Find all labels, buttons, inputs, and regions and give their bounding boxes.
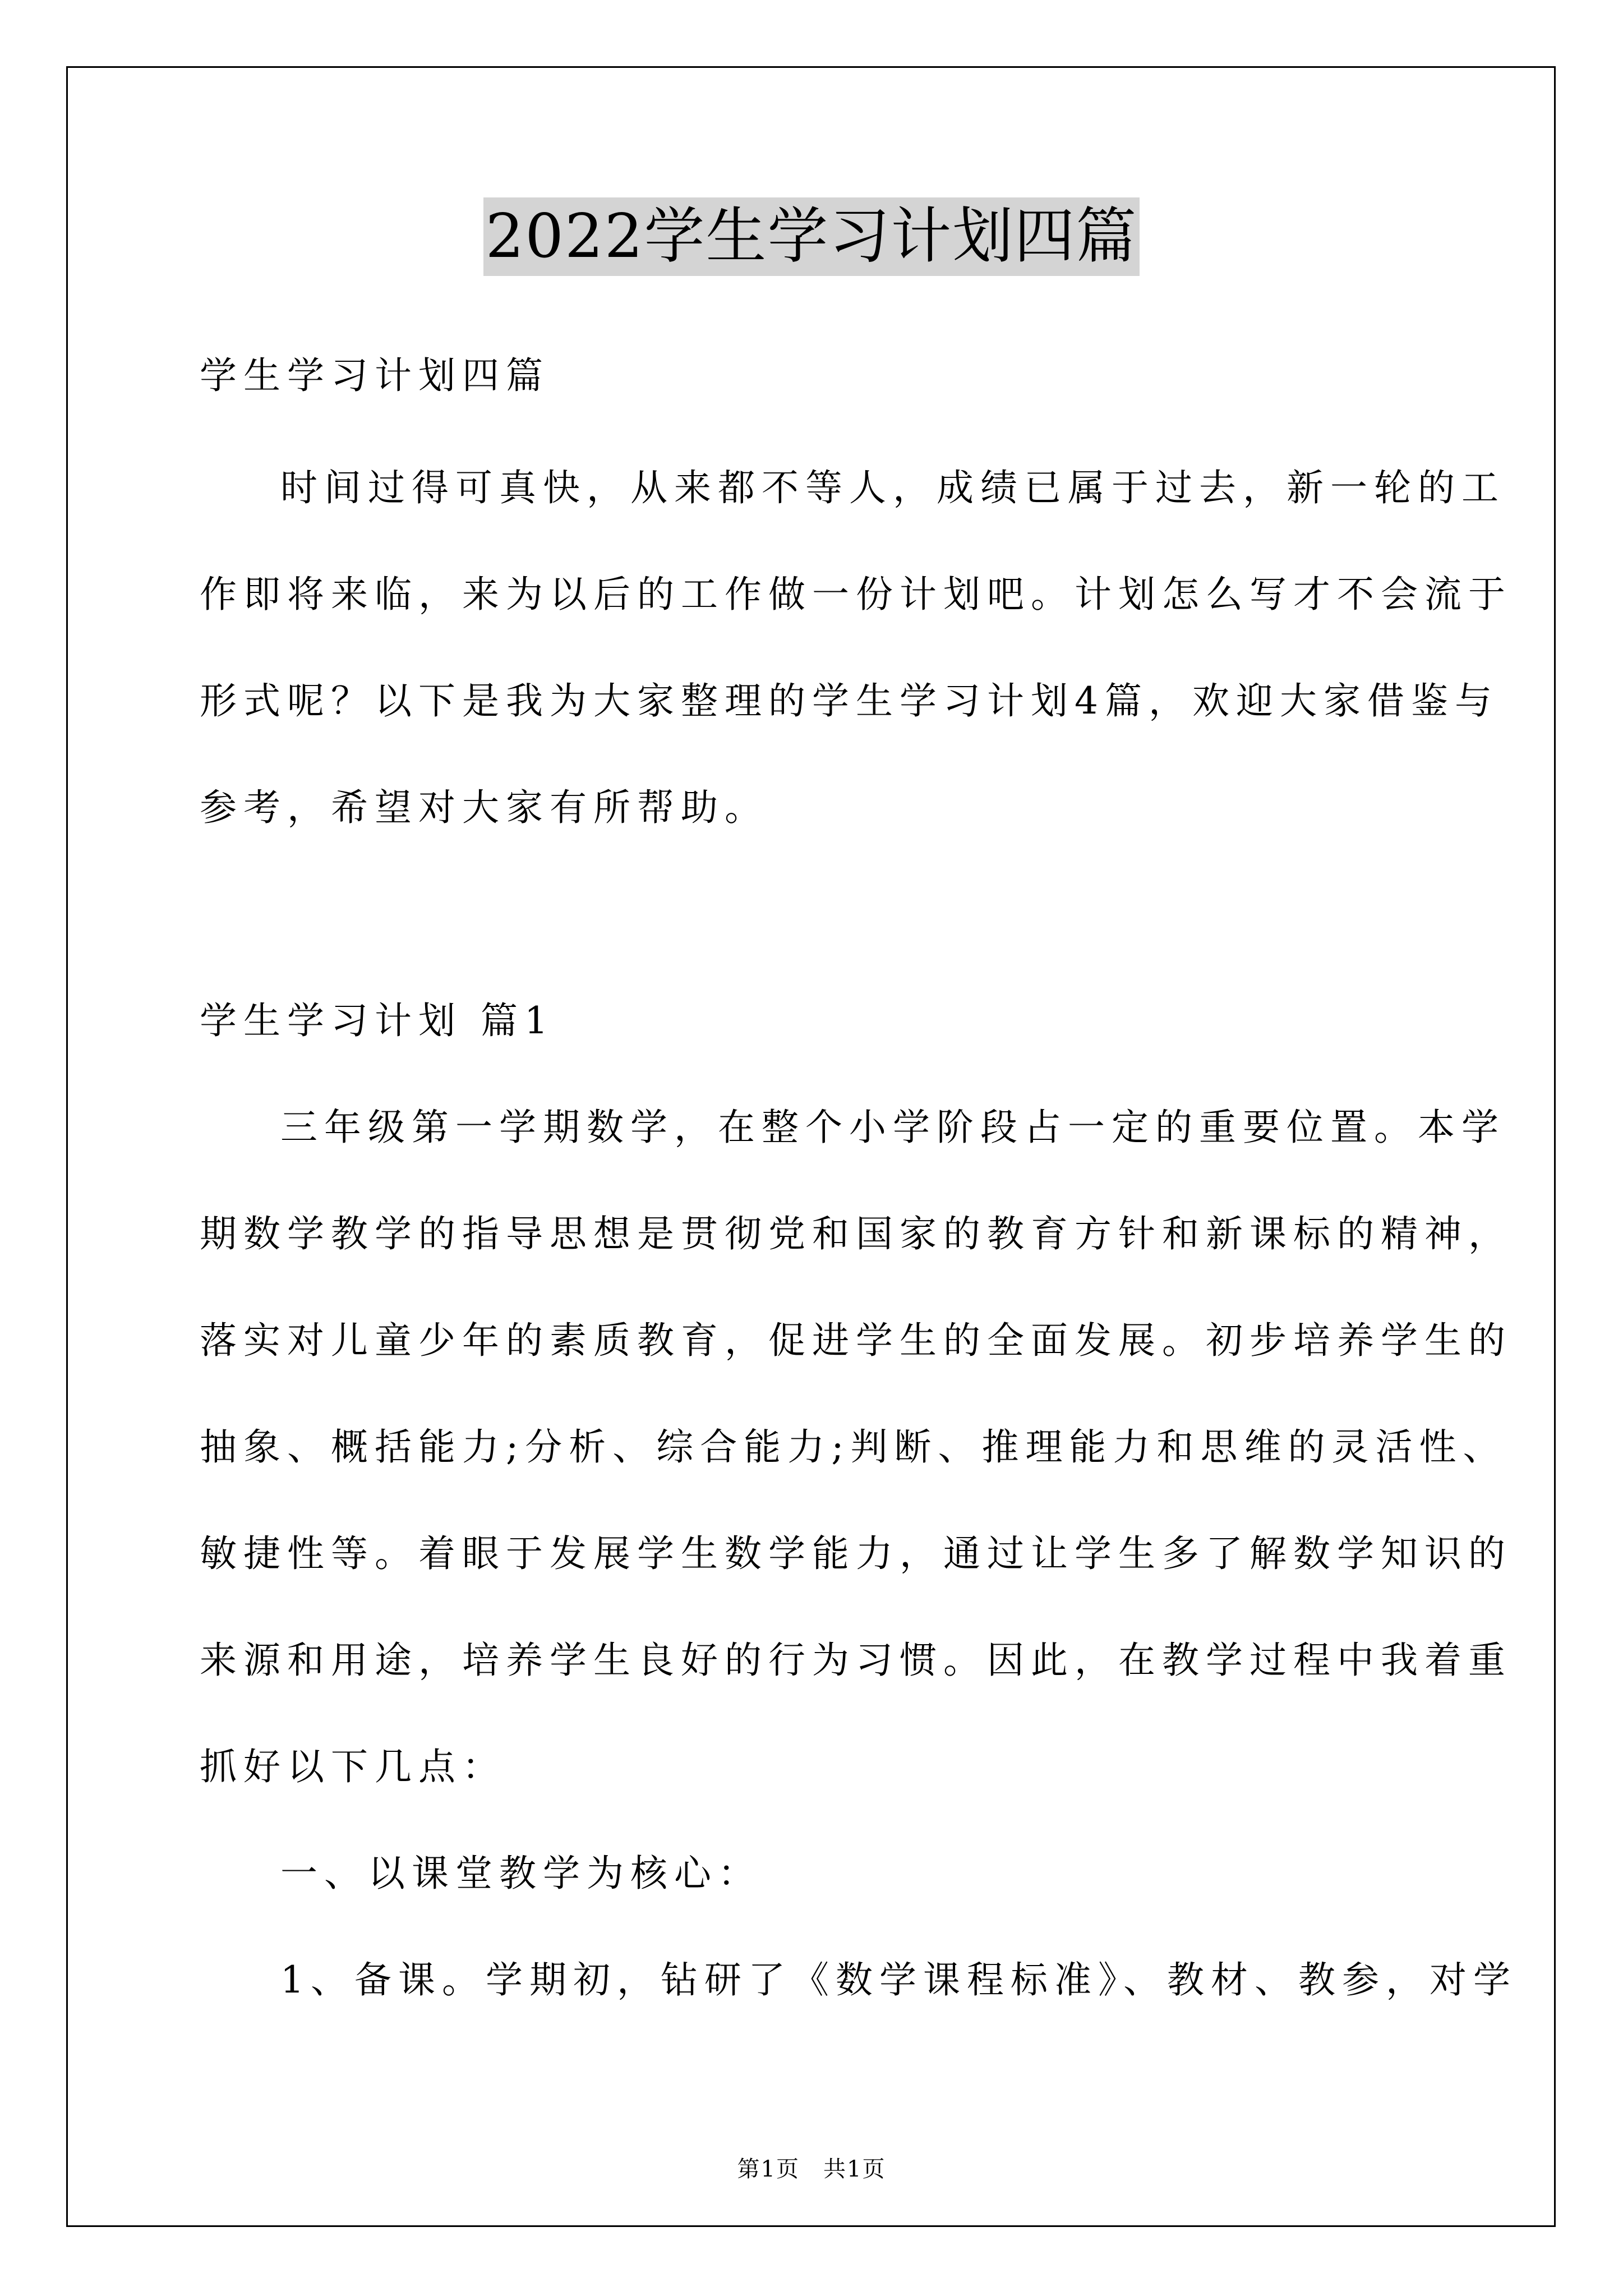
document-subtitle: 学生学习计划四篇: [200, 354, 550, 397]
intro-line-2: 作即将来临，来为以后的工作做一份计划吧。计划怎么写才不会流于: [200, 573, 1512, 616]
section-1-line-2: 期数学教学的指导思想是贯彻党和国家的教育方针和新课标的精神，: [200, 1212, 1512, 1255]
section-1-line-7: 抓好以下几点：: [200, 1745, 506, 1788]
point-1-heading: 一、以课堂教学为核心：: [280, 1852, 762, 1895]
section-1-line-4: 抽象、概括能力;分析、综合能力;判断、推理能力和思维的灵活性、: [200, 1425, 1507, 1469]
page-footer: 第1页 共1页: [737, 2156, 886, 2182]
section-1-line-1: 三年级第一学期数学，在整个小学阶段占一定的重要位置。本学: [280, 1106, 1505, 1149]
section-1-line-6: 来源和用途，培养学生良好的行为习惯。因此，在教学过程中我着重: [200, 1639, 1512, 1682]
intro-line-3: 形式呢？以下是我为大家整理的学生学习计划4篇，欢迎大家借鉴与: [200, 679, 1498, 723]
document-title: 2022学生学习计划四篇: [483, 197, 1140, 276]
section-1-line-5: 敏捷性等。着眼于发展学生数学能力，通过让学生多了解数学知识的: [200, 1532, 1512, 1575]
intro-line-4: 参考，希望对大家有所帮助。: [200, 786, 768, 829]
section-1-line-3: 落实对儿童少年的素质教育，促进学生的全面发展。初步培养学生的: [200, 1319, 1512, 1362]
intro-line-1: 时间过得可真快，从来都不等人，成绩已属于过去，新一轮的工: [280, 466, 1505, 509]
point-1-item-1: 1、备课。学期初，钻研了《数学课程标准》、教材、教参，对学: [280, 1958, 1517, 2001]
title-container: [0, 197, 1623, 276]
section-1-heading: 学生学习计划 篇1: [200, 999, 555, 1042]
